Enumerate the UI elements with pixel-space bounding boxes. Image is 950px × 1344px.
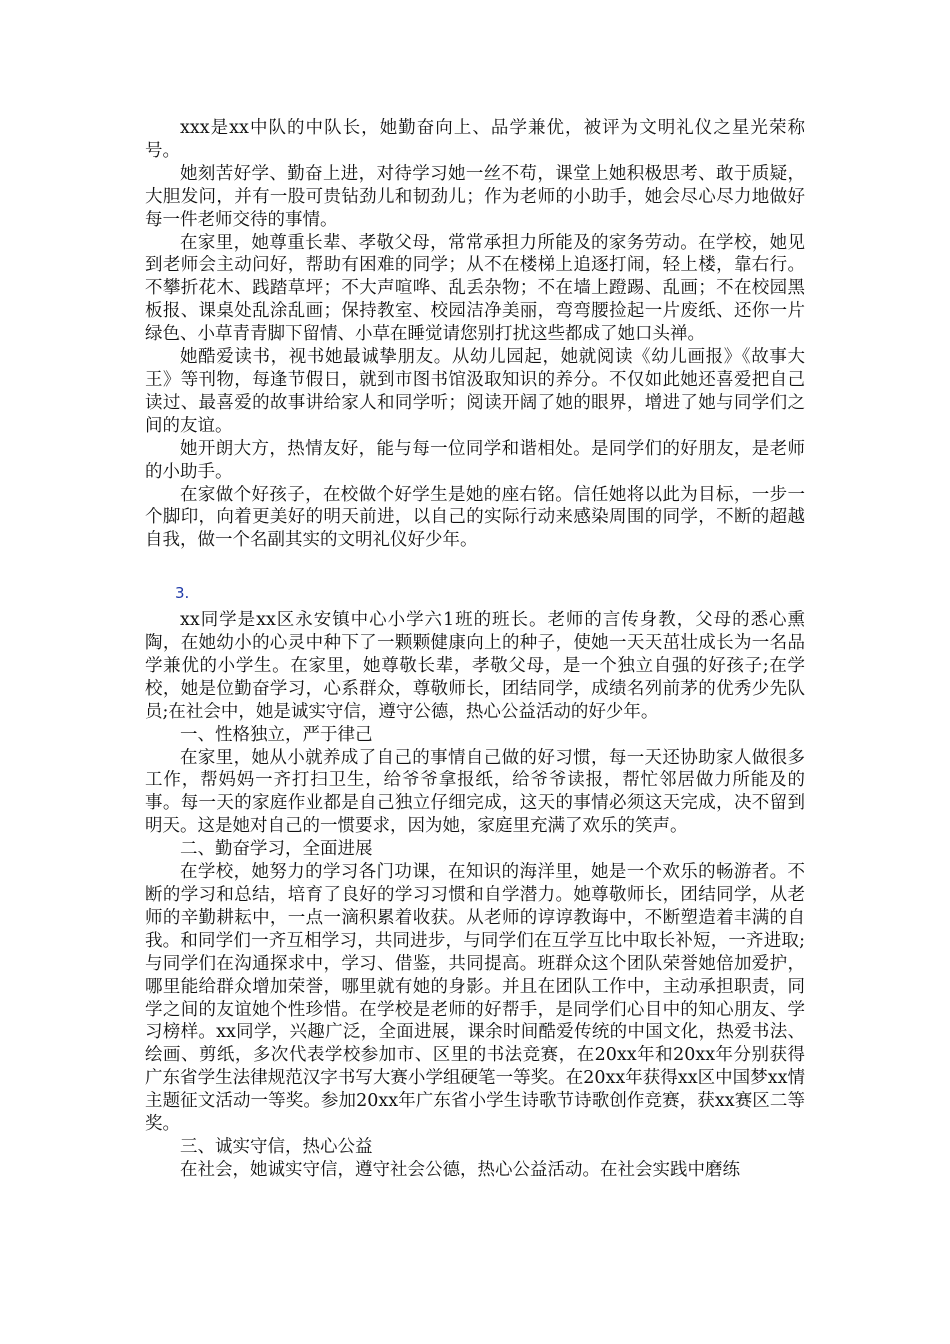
document-page <box>145 117 805 1182</box>
paragraph-4: 她酷爱读书，视书她最诚挚朋友。从幼儿园起，她就阅读《幼儿画报》《故事大王》等刊物，每逢节假日，就到市图书馆汲取知识的养分。不仅如此她还喜爱把自己读过、最喜爱的故事讲给家人和同学听；阅读开阔了她的眼界，增进了她与同学们之间的友谊。 <box>145 347 805 436</box>
paragraph-5: 她开朗大方，热情友好，能与每一位同学和谐相处。是同学们的好朋友，是老师的小助手。 <box>145 438 805 482</box>
section-intro: xx同学是xx区永安镇中心小学六1班的班长。老师的言传身教，父母的悉心熏陶，在她幼小的心灵中种下了一颗颗健康向上的种子，使她一天天茁壮成长为一名品学兼优的小学生。在家里，她尊敬长辈，孝敬父母，是一个独立自强的好孩子;在学校，她是位勤奋学习，心系群众，尊敬师长，团结同学，成绩名列前茅的优秀少先队员;在社会中，她是诚实守信，遵守公德，热心公益活动的好少年。 <box>145 610 805 722</box>
subheading-2: 二、勤奋学习，全面进展 <box>180 839 373 860</box>
paragraph-2: 她刻苦好学、勤奋上进，对待学习她一丝不苟，课堂上她积极思考、敢于质疑，大胆发问，并有一股可贵钻劲儿和韧劲儿；作为老师的小助手，她会尽心尽力地做好每一件老师交待的事情。 <box>145 163 805 230</box>
subsection-2-body: 在学校，她努力的学习各门功课，在知识的海洋里，她是一个欢乐的畅游者。不断的学习和总结，培育了良好的学习习惯和自学潜力。她尊敬师长，团结同学，从老师的辛勤耕耘中，一点一滴积累着收获。从老师的谆谆教诲中，不断塑造着丰满的自我。和同学们一齐互相学习，共同进步，与同学们在互学互比中取长补短，一齐进取;与同学们在沟通探求中，学习、借鉴，共同提高。班群众这个团队荣誉她倍加爱护，哪里能给群众增加荣誉，哪里就有她的身影。并且在团队工作中，主动承担职责，同学之间的友谊她个性珍惜。在学校是老师的好帮手，是同学们心目中的知心朋友、学习榜样。xx同学，兴趣广泛，全面进展，课余时间酷爱传统的中国文化，热爱书法、绘画、剪纸，多次代表学校参加市、区里的书法竞赛，在20xx年和20xx年分别获得广东省学生法律规范汉字书写大赛小学组硬笔一等奖。在20xx年获得xx区中国梦xx情主题征文活动一等奖。参加20xx年广东省小学生诗歌节诗歌创作竞赛，获xx赛区二等奖。 <box>145 862 805 1135</box>
subsection-1-body: 在家里，她从小就养成了自己的事情自己做的好习惯，每一天还协助家人做很多工作，帮妈妈一齐打扫卫生，给爷爷拿报纸，给爷爷读报，帮忙邻居做力所能及的事。每一天的家庭作业都是自己独立仔细完成，这天的事情必须这天完成，决不留到明天。这是她对自己的一惯要求，因为她，家庭里充满了欢乐的笑声。 <box>145 747 805 837</box>
section-number: 3. <box>175 584 190 603</box>
subheading-3: 三、诚实守信，热心公益 <box>180 1136 373 1157</box>
paragraph-6: 在家做个好孩子，在校做个好学生是她的座右铭。信任她将以此为目标，一步一个脚印，向着更美好的明天前进，以自己的实际行动来感染周围的同学，不断的超越自我，做一个名副其实的文明礼仪好少年。 <box>145 484 805 551</box>
paragraph-3: 在家里，她尊重长辈、孝敬父母，常常承担力所能及的家务劳动。在学校，她见到老师会主动问好，帮助有困难的同学；从不在楼梯上追逐打闹，轻上楼，靠右行。不攀折花木、践踏草坪；不大声喧哗、乱丢杂物；不在墙上蹬踢、乱画；不在校园黑板报、课桌处乱涂乱画；保持教室、校园洁净美丽，弯弯腰捡起一片废纸、还你一片绿色、小草青青脚下留情、小草在睡觉请您别打扰这些都成了她口头禅。 <box>145 232 805 345</box>
subheading-1: 一、性格独立，严于律己 <box>180 724 373 745</box>
subsection-3-body: 在社会，她诚实守信，遵守社会公德，热心公益活动。在社会实践中磨练 <box>180 1159 740 1180</box>
paragraph-1: xxx是xx中队的中队长，她勤奋向上、品学兼优，被评为文明礼仪之星光荣称号。 <box>145 118 805 161</box>
